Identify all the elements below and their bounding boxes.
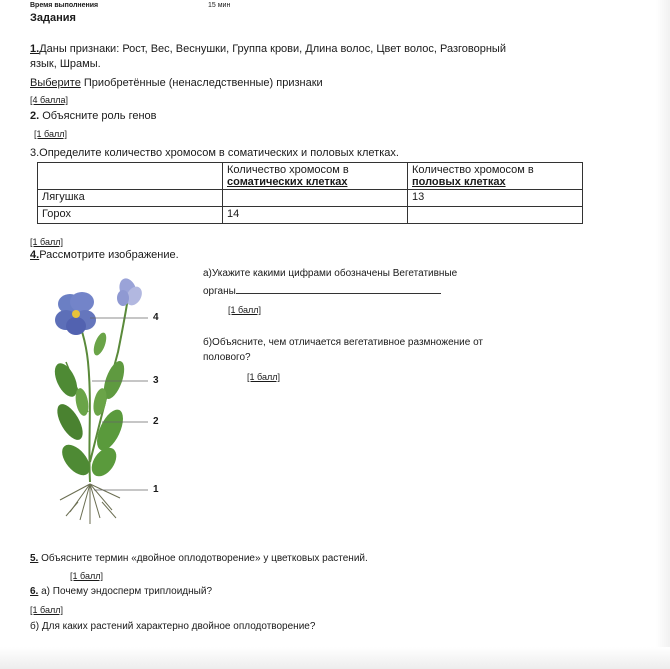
header-somatic-line1: Количество хромосом в — [227, 164, 349, 176]
q4a-line1: а)Укажите какими цифрами обозначены Вегетативные — [203, 268, 458, 279]
table-header-somatic — [223, 163, 408, 190]
q4-text: Рассмотрите изображение. — [39, 249, 179, 261]
q5-text: Объясните термин «двойное оплодотворение» у цветковых растений. — [38, 553, 368, 564]
q2-line — [30, 110, 157, 122]
time-label: Время выполнения — [30, 2, 99, 9]
q2-points: [1 балл] — [34, 129, 67, 139]
q5-number: 5. — [30, 553, 39, 564]
q4-number: 4. — [30, 249, 40, 261]
q1-number: 1. — [30, 43, 40, 55]
table-header-row — [38, 163, 583, 190]
table-cell-organism: Горох — [38, 207, 223, 224]
q1-line1 — [30, 43, 506, 55]
q6-points: [1 балл] — [30, 605, 63, 615]
header-sex-line2: половых клетках — [412, 176, 506, 188]
q4a-line2-wrap — [203, 283, 441, 297]
q2-number: 2. — [30, 110, 40, 122]
chromosome-table — [37, 162, 583, 224]
q2-text: Объясните роль генов — [39, 110, 157, 122]
q5-line — [30, 553, 368, 564]
page-edge-shadow — [656, 0, 670, 669]
figure-label-1: 1 — [153, 484, 159, 495]
q1-instruction-rest: Приобретённые (ненаследственные) признаки — [80, 77, 323, 89]
table-cell-somatic[interactable] — [223, 190, 408, 207]
q4a-line2: органы — [203, 286, 236, 297]
q1-text-2: язык, Шрамы. — [30, 58, 101, 70]
q4-line — [30, 249, 179, 261]
q1-text-1: Даны признаки: Рост, Вес, Веснушки, Группа крови, Длина волос, Цвет волос, Разговорный — [39, 43, 506, 55]
q4a-answer-line[interactable] — [236, 283, 441, 294]
q4a-points: [1 балл] — [228, 305, 261, 315]
q4b-line1: б)Объясните, чем отличается вегетативное размножение от — [203, 337, 483, 348]
table-row — [38, 207, 583, 224]
table-cell-sex[interactable]: 13 — [408, 190, 583, 207]
table-header-sex — [408, 163, 583, 190]
header-sex-line1: Количество хромосом в — [412, 164, 534, 176]
table-cell-sex[interactable] — [408, 207, 583, 224]
table-row — [38, 190, 583, 207]
q1-points: [4 балла] — [30, 95, 68, 105]
q6-text-b: б) Для каких растений характерно двойное оплодотворение? — [30, 621, 316, 632]
q6-line — [30, 586, 212, 597]
header-somatic-line2: соматических клетках — [227, 176, 348, 188]
q6-number: 6. — [30, 586, 39, 597]
table-cell-organism: Лягушка — [38, 190, 223, 207]
figure-label-2: 2 — [153, 416, 159, 427]
q1-instruction — [30, 77, 323, 89]
q6-text-a: а) Почему эндосперм триплоидный? — [38, 586, 213, 597]
table-cell-somatic[interactable]: 14 — [223, 207, 408, 224]
table-header-empty — [38, 163, 223, 190]
q5-points: [1 балл] — [70, 571, 103, 581]
time-value: 15 мин — [208, 2, 231, 9]
q4b-line2: полового? — [203, 352, 251, 363]
q3-text: 3.Определите количество хромосом в соматических и половых клетках. — [30, 147, 399, 159]
q4b-points: [1 балл] — [247, 372, 280, 382]
page-bottom-shadow — [0, 647, 670, 669]
pansy-plant-illustration — [30, 262, 170, 527]
figure-label-3: 3 — [153, 375, 159, 386]
q3-points: [1 балл] — [30, 237, 63, 247]
q1-instruction-keyword: Выберите — [30, 77, 81, 89]
page-title: Задания — [30, 12, 76, 24]
figure-label-4: 4 — [153, 312, 159, 323]
